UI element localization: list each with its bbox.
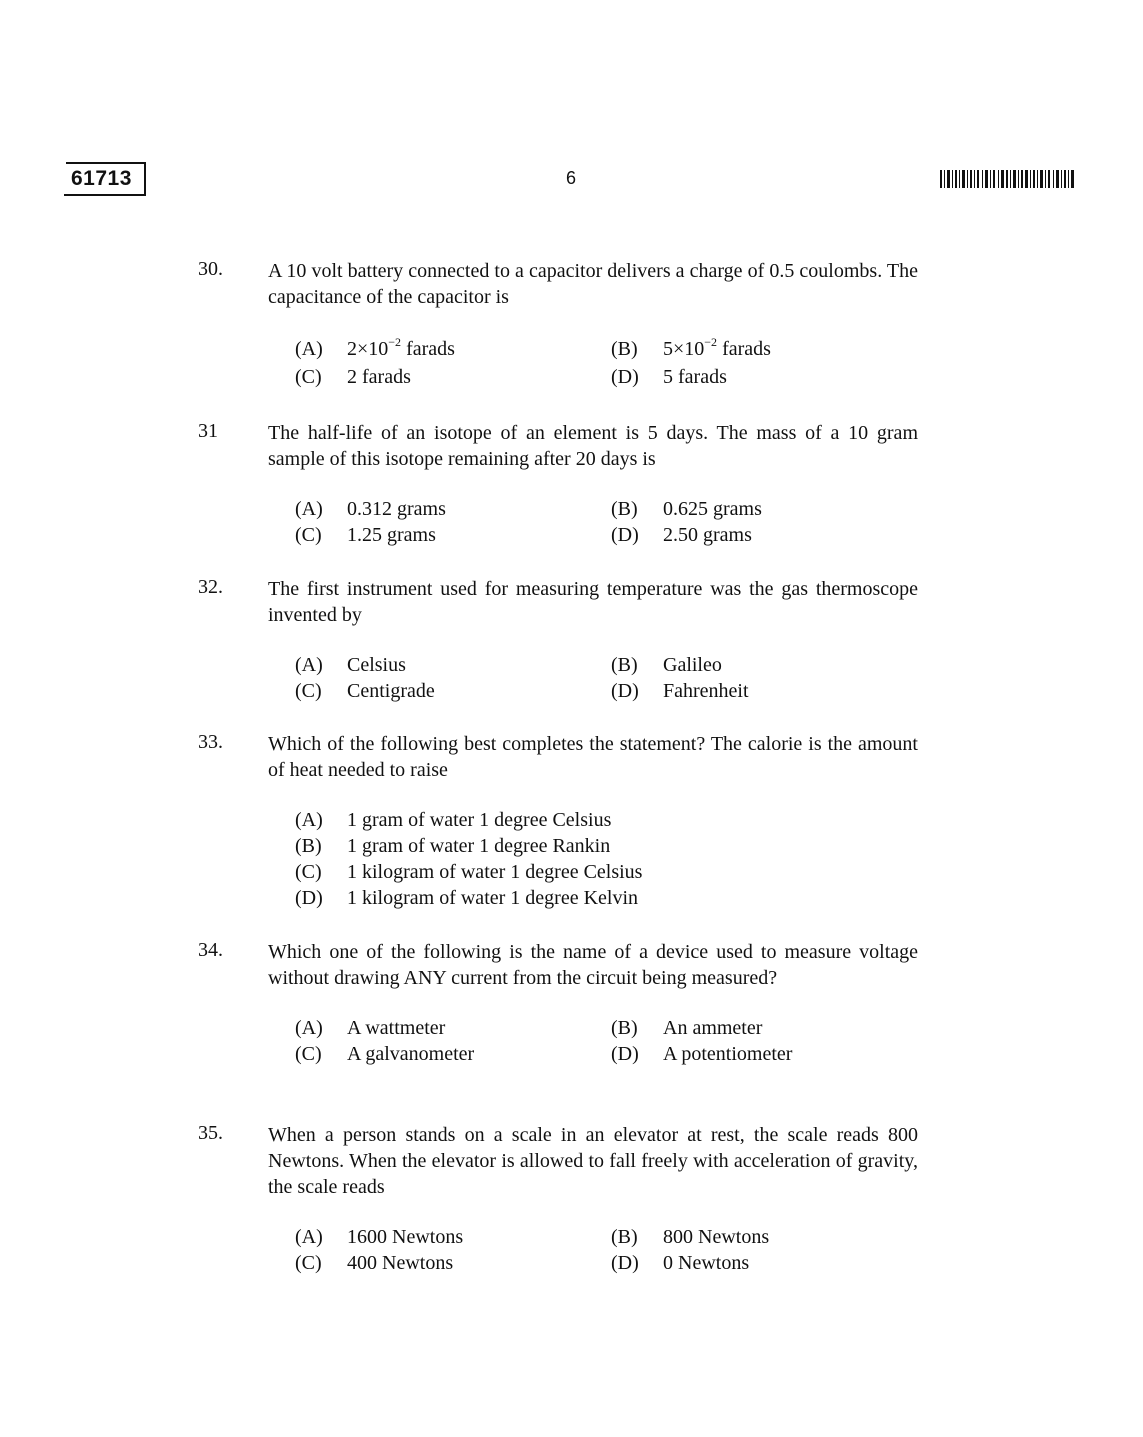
options — [295, 809, 918, 913]
question-number: 35. — [198, 1122, 223, 1144]
option-a: (A) $2\times 10^{-2}$ farads — [295, 335, 455, 360]
question-number: 31 — [198, 420, 218, 442]
question-30 — [198, 258, 918, 396]
options — [295, 654, 918, 708]
option-d: (D) Fahrenheit — [611, 680, 749, 702]
option-b: (B) Galileo — [611, 654, 722, 676]
option-c: (C) 2 farads — [295, 366, 411, 388]
option-c: (C) A galvanometer — [295, 1043, 475, 1065]
option-a: (A) 0.312 grams — [295, 498, 446, 520]
option-d: (D) 1 kilogram of water 1 degree Kelvin — [295, 887, 639, 909]
option-c: (C) 1 kilogram of water 1 degree Celsius — [295, 861, 643, 883]
option-a: (A) 1600 Newtons — [295, 1226, 464, 1248]
paper-code-box: 61713 — [66, 162, 146, 196]
option-c: (C) 1.25 grams — [295, 524, 436, 546]
page-number: 6 — [566, 168, 577, 188]
option-b: (B) An ammeter — [611, 1017, 763, 1039]
option-c: (C) 400 Newtons — [295, 1252, 454, 1274]
option-b: (B) 0.625 grams — [611, 498, 762, 520]
question-text: Which of the following best completes the statement? The calorie is the amount of heat needed to raise — [268, 733, 918, 781]
question-number: 32. — [198, 576, 223, 598]
options — [295, 1226, 918, 1280]
options — [295, 335, 918, 396]
options — [295, 498, 918, 552]
option-d: (D) 2.50 grams — [611, 524, 752, 546]
option-b: (B) 1 gram of water 1 degree Rankin — [295, 835, 611, 857]
option-a: (A) Celsius — [295, 654, 406, 676]
option-d: (D) A potentiometer — [611, 1043, 793, 1065]
option-a: (A) A wattmeter — [295, 1017, 446, 1039]
question-32 — [198, 576, 918, 708]
question-31 — [198, 420, 918, 552]
option-d: (D) 0 Newtons — [611, 1252, 750, 1274]
barcode-image — [940, 170, 1075, 188]
question-text: When a person stands on a scale in an elevator at rest, the scale reads 800 Newtons. When the elevator is allowed to fall freely with acceleration of gravity, the scale reads — [268, 1124, 918, 1198]
question-text: A 10 volt battery connected to a capacitor delivers a charge of 0.5 coulombs. The capacitance of the capacitor is — [268, 260, 918, 308]
options — [295, 1017, 918, 1071]
option-c: (C) Centigrade — [295, 680, 435, 702]
question-text: Which one of the following is the name of a device used to measure voltage without drawing ANY current from the circuit being measured? — [268, 941, 918, 989]
question-text: The half-life of an isotope of an element is 5 days. The mass of a 10 gram sample of this isotope remaining after 20 days is — [268, 422, 918, 470]
question-34 — [198, 939, 918, 1071]
question-35 — [198, 1122, 918, 1280]
option-b: (B) $5\times 10^{-2}$ farads — [611, 335, 771, 360]
question-number: 30. — [198, 258, 223, 280]
option-a: (A) 1 gram of water 1 degree Celsius — [295, 809, 612, 831]
question-number: 33. — [198, 731, 223, 753]
option-d: (D) 5 farads — [611, 366, 727, 388]
question-number: 34. — [198, 939, 223, 961]
option-b: (B) 800 Newtons — [611, 1226, 770, 1248]
question-33 — [198, 731, 918, 913]
question-text: The first instrument used for measuring temperature was the gas thermoscope invented by — [268, 578, 918, 626]
